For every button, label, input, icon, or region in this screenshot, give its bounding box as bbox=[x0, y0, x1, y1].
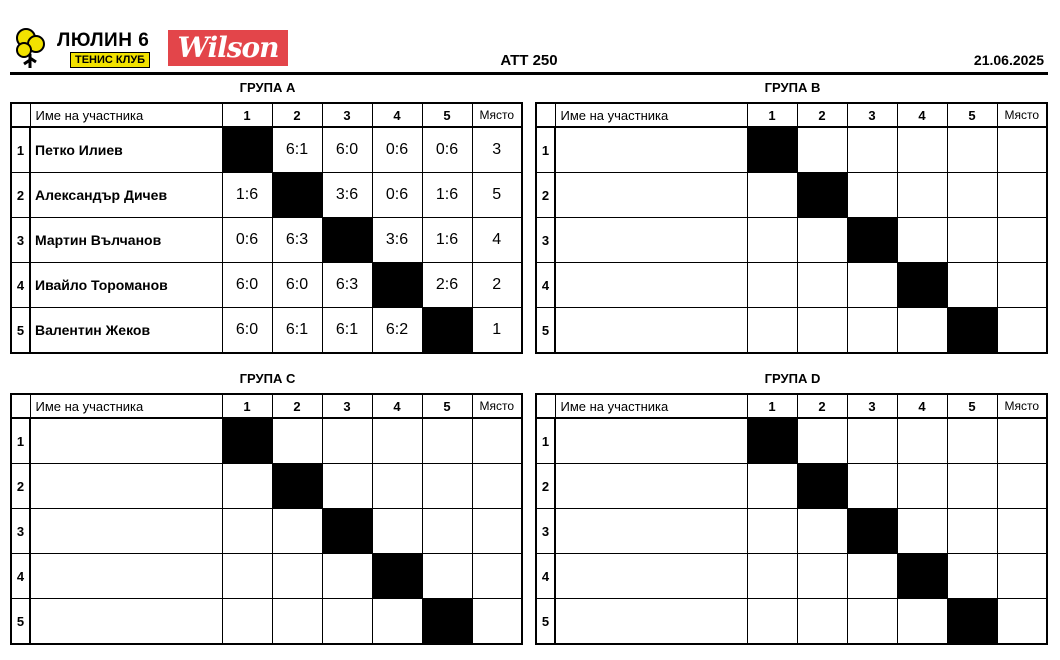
player-name bbox=[555, 464, 747, 509]
blocked-cell bbox=[747, 418, 797, 464]
score-cell bbox=[747, 554, 797, 599]
row-number: 4 bbox=[11, 263, 30, 308]
place-cell bbox=[997, 308, 1047, 354]
place-cell: 4 bbox=[472, 218, 522, 263]
player-name bbox=[555, 509, 747, 554]
table-header-row bbox=[536, 103, 1047, 127]
blocked-cell bbox=[222, 127, 272, 173]
row-number: 5 bbox=[536, 599, 555, 645]
score-cell: 6:0 bbox=[322, 127, 372, 173]
header-place: Място bbox=[472, 103, 522, 127]
row-number: 2 bbox=[536, 173, 555, 218]
place-cell: 1 bbox=[472, 308, 522, 354]
score-cell bbox=[222, 464, 272, 509]
header-col-2: 2 bbox=[272, 103, 322, 127]
place-cell bbox=[472, 599, 522, 645]
table-row bbox=[536, 599, 1047, 645]
header-col-5: 5 bbox=[947, 103, 997, 127]
place-cell bbox=[997, 509, 1047, 554]
score-cell bbox=[422, 509, 472, 554]
header-col-3: 3 bbox=[847, 394, 897, 418]
score-cell bbox=[897, 308, 947, 354]
score-cell: 1:6 bbox=[222, 173, 272, 218]
score-cell bbox=[322, 464, 372, 509]
score-cell: 1:6 bbox=[422, 218, 472, 263]
score-cell bbox=[897, 418, 947, 464]
table-row bbox=[11, 263, 522, 308]
table-row bbox=[11, 173, 522, 218]
table-row bbox=[11, 509, 522, 554]
header-corner bbox=[11, 394, 30, 418]
table-row bbox=[11, 308, 522, 354]
score-cell bbox=[797, 263, 847, 308]
score-cell: 6:0 bbox=[222, 263, 272, 308]
score-cell bbox=[272, 554, 322, 599]
header-col-5: 5 bbox=[422, 394, 472, 418]
blocked-cell bbox=[272, 173, 322, 218]
score-cell: 0:6 bbox=[422, 127, 472, 173]
row-number: 5 bbox=[11, 308, 30, 354]
score-cell bbox=[897, 464, 947, 509]
player-name: Ивайло Тороманов bbox=[30, 263, 222, 308]
table-header-row bbox=[11, 394, 522, 418]
score-cell bbox=[747, 464, 797, 509]
place-cell bbox=[997, 263, 1047, 308]
blocked-cell bbox=[797, 173, 847, 218]
header-corner bbox=[536, 394, 555, 418]
score-cell: 0:6 bbox=[372, 127, 422, 173]
header-col-5: 5 bbox=[422, 103, 472, 127]
blocked-cell bbox=[322, 218, 372, 263]
score-cell bbox=[847, 263, 897, 308]
header-name: Име на участника bbox=[30, 103, 222, 127]
score-cell bbox=[847, 308, 897, 354]
blocked-cell bbox=[222, 418, 272, 464]
row-number: 5 bbox=[536, 308, 555, 354]
score-cell bbox=[222, 554, 272, 599]
blocked-cell bbox=[847, 218, 897, 263]
score-cell bbox=[422, 554, 472, 599]
blocked-cell bbox=[897, 554, 947, 599]
player-name bbox=[30, 418, 222, 464]
player-name bbox=[30, 464, 222, 509]
player-name bbox=[555, 263, 747, 308]
club-subtitle: ТЕНИС КЛУБ bbox=[70, 52, 150, 68]
header-place: Място bbox=[997, 394, 1047, 418]
score-cell bbox=[847, 418, 897, 464]
header-col-2: 2 bbox=[797, 394, 847, 418]
player-name bbox=[555, 218, 747, 263]
score-cell bbox=[797, 418, 847, 464]
score-cell bbox=[897, 218, 947, 263]
score-cell bbox=[947, 218, 997, 263]
row-number: 2 bbox=[11, 173, 30, 218]
score-cell bbox=[372, 464, 422, 509]
table-row bbox=[536, 308, 1047, 354]
header-col-3: 3 bbox=[847, 103, 897, 127]
score-cell bbox=[897, 599, 947, 645]
player-name bbox=[30, 554, 222, 599]
score-cell: 3:6 bbox=[372, 218, 422, 263]
score-cell bbox=[272, 509, 322, 554]
score-cell: 6:3 bbox=[322, 263, 372, 308]
group-title: ГРУПА D bbox=[764, 371, 821, 386]
place-cell bbox=[472, 554, 522, 599]
place-cell bbox=[472, 418, 522, 464]
score-cell bbox=[847, 599, 897, 645]
score-cell: 6:1 bbox=[322, 308, 372, 354]
group-title: ГРУПА A bbox=[239, 80, 296, 95]
club-name: ЛЮЛИН 6 bbox=[57, 30, 150, 51]
header-name: Име на участника bbox=[555, 103, 747, 127]
header-name: Име на участника bbox=[30, 394, 222, 418]
score-cell bbox=[947, 418, 997, 464]
header-col-4: 4 bbox=[897, 103, 947, 127]
score-cell: 0:6 bbox=[372, 173, 422, 218]
header-col-1: 1 bbox=[747, 103, 797, 127]
score-cell: 6:3 bbox=[272, 218, 322, 263]
header-col-3: 3 bbox=[322, 103, 372, 127]
score-cell bbox=[797, 127, 847, 173]
score-cell bbox=[797, 554, 847, 599]
place-cell bbox=[997, 599, 1047, 645]
place-cell bbox=[997, 127, 1047, 173]
blocked-cell bbox=[897, 263, 947, 308]
player-name: Валентин Жеков bbox=[30, 308, 222, 354]
table-row bbox=[11, 127, 522, 173]
event-date: 21.06.2025 bbox=[973, 52, 1044, 68]
score-cell bbox=[222, 599, 272, 645]
place-cell bbox=[472, 464, 522, 509]
score-cell bbox=[947, 263, 997, 308]
table-row bbox=[11, 464, 522, 509]
header-col-1: 1 bbox=[222, 394, 272, 418]
header-col-1: 1 bbox=[747, 394, 797, 418]
row-number: 5 bbox=[11, 599, 30, 645]
row-number: 4 bbox=[536, 263, 555, 308]
score-cell: 6:1 bbox=[272, 127, 322, 173]
score-cell bbox=[897, 509, 947, 554]
place-cell: 3 bbox=[472, 127, 522, 173]
table-row bbox=[536, 263, 1047, 308]
group-table bbox=[10, 102, 523, 354]
row-number: 4 bbox=[11, 554, 30, 599]
header-col-2: 2 bbox=[272, 394, 322, 418]
place-cell bbox=[997, 418, 1047, 464]
row-number: 1 bbox=[11, 127, 30, 173]
score-cell: 6:0 bbox=[272, 263, 322, 308]
player-name: Петко Илиев bbox=[30, 127, 222, 173]
table-row bbox=[536, 127, 1047, 173]
score-cell: 6:1 bbox=[272, 308, 322, 354]
place-cell bbox=[997, 173, 1047, 218]
score-cell: 6:2 bbox=[372, 308, 422, 354]
player-name bbox=[30, 509, 222, 554]
player-name: Мартин Вълчанов bbox=[30, 218, 222, 263]
score-cell bbox=[947, 464, 997, 509]
player-name bbox=[555, 127, 747, 173]
header-col-4: 4 bbox=[897, 394, 947, 418]
sponsor-logo: Wilson bbox=[168, 30, 288, 66]
table-row bbox=[11, 218, 522, 263]
table-row bbox=[11, 554, 522, 599]
score-cell bbox=[372, 599, 422, 645]
score-cell bbox=[847, 464, 897, 509]
player-name bbox=[555, 418, 747, 464]
score-cell bbox=[747, 263, 797, 308]
score-cell bbox=[947, 127, 997, 173]
table-header-row bbox=[11, 103, 522, 127]
score-cell bbox=[947, 509, 997, 554]
score-cell bbox=[947, 554, 997, 599]
blocked-cell bbox=[747, 127, 797, 173]
score-cell bbox=[747, 218, 797, 263]
group-table bbox=[535, 102, 1048, 354]
score-cell bbox=[272, 599, 322, 645]
score-cell bbox=[222, 509, 272, 554]
row-number: 2 bbox=[11, 464, 30, 509]
place-cell: 2 bbox=[472, 263, 522, 308]
player-name: Александър Дичев bbox=[30, 173, 222, 218]
blocked-cell bbox=[272, 464, 322, 509]
score-cell bbox=[422, 418, 472, 464]
score-cell bbox=[797, 509, 847, 554]
place-cell bbox=[997, 464, 1047, 509]
score-cell bbox=[322, 599, 372, 645]
table-row bbox=[536, 554, 1047, 599]
row-number: 3 bbox=[536, 509, 555, 554]
score-cell bbox=[747, 599, 797, 645]
score-cell: 0:6 bbox=[222, 218, 272, 263]
blocked-cell bbox=[322, 509, 372, 554]
blocked-cell bbox=[372, 554, 422, 599]
row-number: 1 bbox=[536, 418, 555, 464]
score-cell bbox=[797, 218, 847, 263]
row-number: 3 bbox=[536, 218, 555, 263]
group-title: ГРУПА B bbox=[764, 80, 821, 95]
score-cell bbox=[322, 554, 372, 599]
score-cell: 1:6 bbox=[422, 173, 472, 218]
score-cell bbox=[372, 418, 422, 464]
score-cell bbox=[847, 173, 897, 218]
blocked-cell bbox=[847, 509, 897, 554]
score-cell bbox=[847, 554, 897, 599]
score-cell bbox=[272, 418, 322, 464]
row-number: 1 bbox=[536, 127, 555, 173]
place-cell bbox=[997, 554, 1047, 599]
place-cell: 5 bbox=[472, 173, 522, 218]
player-name bbox=[555, 599, 747, 645]
group-table bbox=[535, 393, 1048, 645]
row-number: 1 bbox=[11, 418, 30, 464]
header-corner bbox=[11, 103, 30, 127]
score-cell bbox=[897, 127, 947, 173]
event-title: ATT 250 bbox=[500, 52, 558, 69]
header-place: Място bbox=[472, 394, 522, 418]
table-row bbox=[536, 418, 1047, 464]
score-cell bbox=[747, 509, 797, 554]
group-title: ГРУПА C bbox=[239, 371, 296, 386]
blocked-cell bbox=[372, 263, 422, 308]
score-cell bbox=[797, 599, 847, 645]
header-col-3: 3 bbox=[322, 394, 372, 418]
row-number: 3 bbox=[11, 218, 30, 263]
blocked-cell bbox=[422, 599, 472, 645]
table-row bbox=[536, 464, 1047, 509]
score-cell bbox=[322, 418, 372, 464]
score-cell bbox=[947, 173, 997, 218]
player-name bbox=[555, 308, 747, 354]
header-col-4: 4 bbox=[372, 394, 422, 418]
score-cell bbox=[747, 173, 797, 218]
score-cell bbox=[372, 509, 422, 554]
place-cell bbox=[997, 218, 1047, 263]
row-number: 2 bbox=[536, 464, 555, 509]
header-name: Име на участника bbox=[555, 394, 747, 418]
blocked-cell bbox=[947, 308, 997, 354]
header-corner bbox=[536, 103, 555, 127]
score-cell: 6:0 bbox=[222, 308, 272, 354]
table-row bbox=[11, 418, 522, 464]
place-cell bbox=[472, 509, 522, 554]
header-col-4: 4 bbox=[372, 103, 422, 127]
player-name bbox=[30, 599, 222, 645]
player-name bbox=[555, 554, 747, 599]
score-cell bbox=[897, 173, 947, 218]
table-row bbox=[536, 173, 1047, 218]
score-cell: 2:6 bbox=[422, 263, 472, 308]
table-header-row bbox=[536, 394, 1047, 418]
table-row bbox=[536, 509, 1047, 554]
page-header bbox=[10, 24, 1048, 75]
blocked-cell bbox=[422, 308, 472, 354]
score-cell: 3:6 bbox=[322, 173, 372, 218]
score-cell bbox=[847, 127, 897, 173]
score-cell bbox=[422, 464, 472, 509]
blocked-cell bbox=[797, 464, 847, 509]
table-row bbox=[536, 218, 1047, 263]
score-cell bbox=[747, 308, 797, 354]
table-row bbox=[11, 599, 522, 645]
group-table bbox=[10, 393, 523, 645]
row-number: 3 bbox=[11, 509, 30, 554]
blocked-cell bbox=[947, 599, 997, 645]
player-name bbox=[555, 173, 747, 218]
score-cell bbox=[797, 308, 847, 354]
header-col-5: 5 bbox=[947, 394, 997, 418]
header-col-1: 1 bbox=[222, 103, 272, 127]
row-number: 4 bbox=[536, 554, 555, 599]
header-col-2: 2 bbox=[797, 103, 847, 127]
header-place: Място bbox=[997, 103, 1047, 127]
